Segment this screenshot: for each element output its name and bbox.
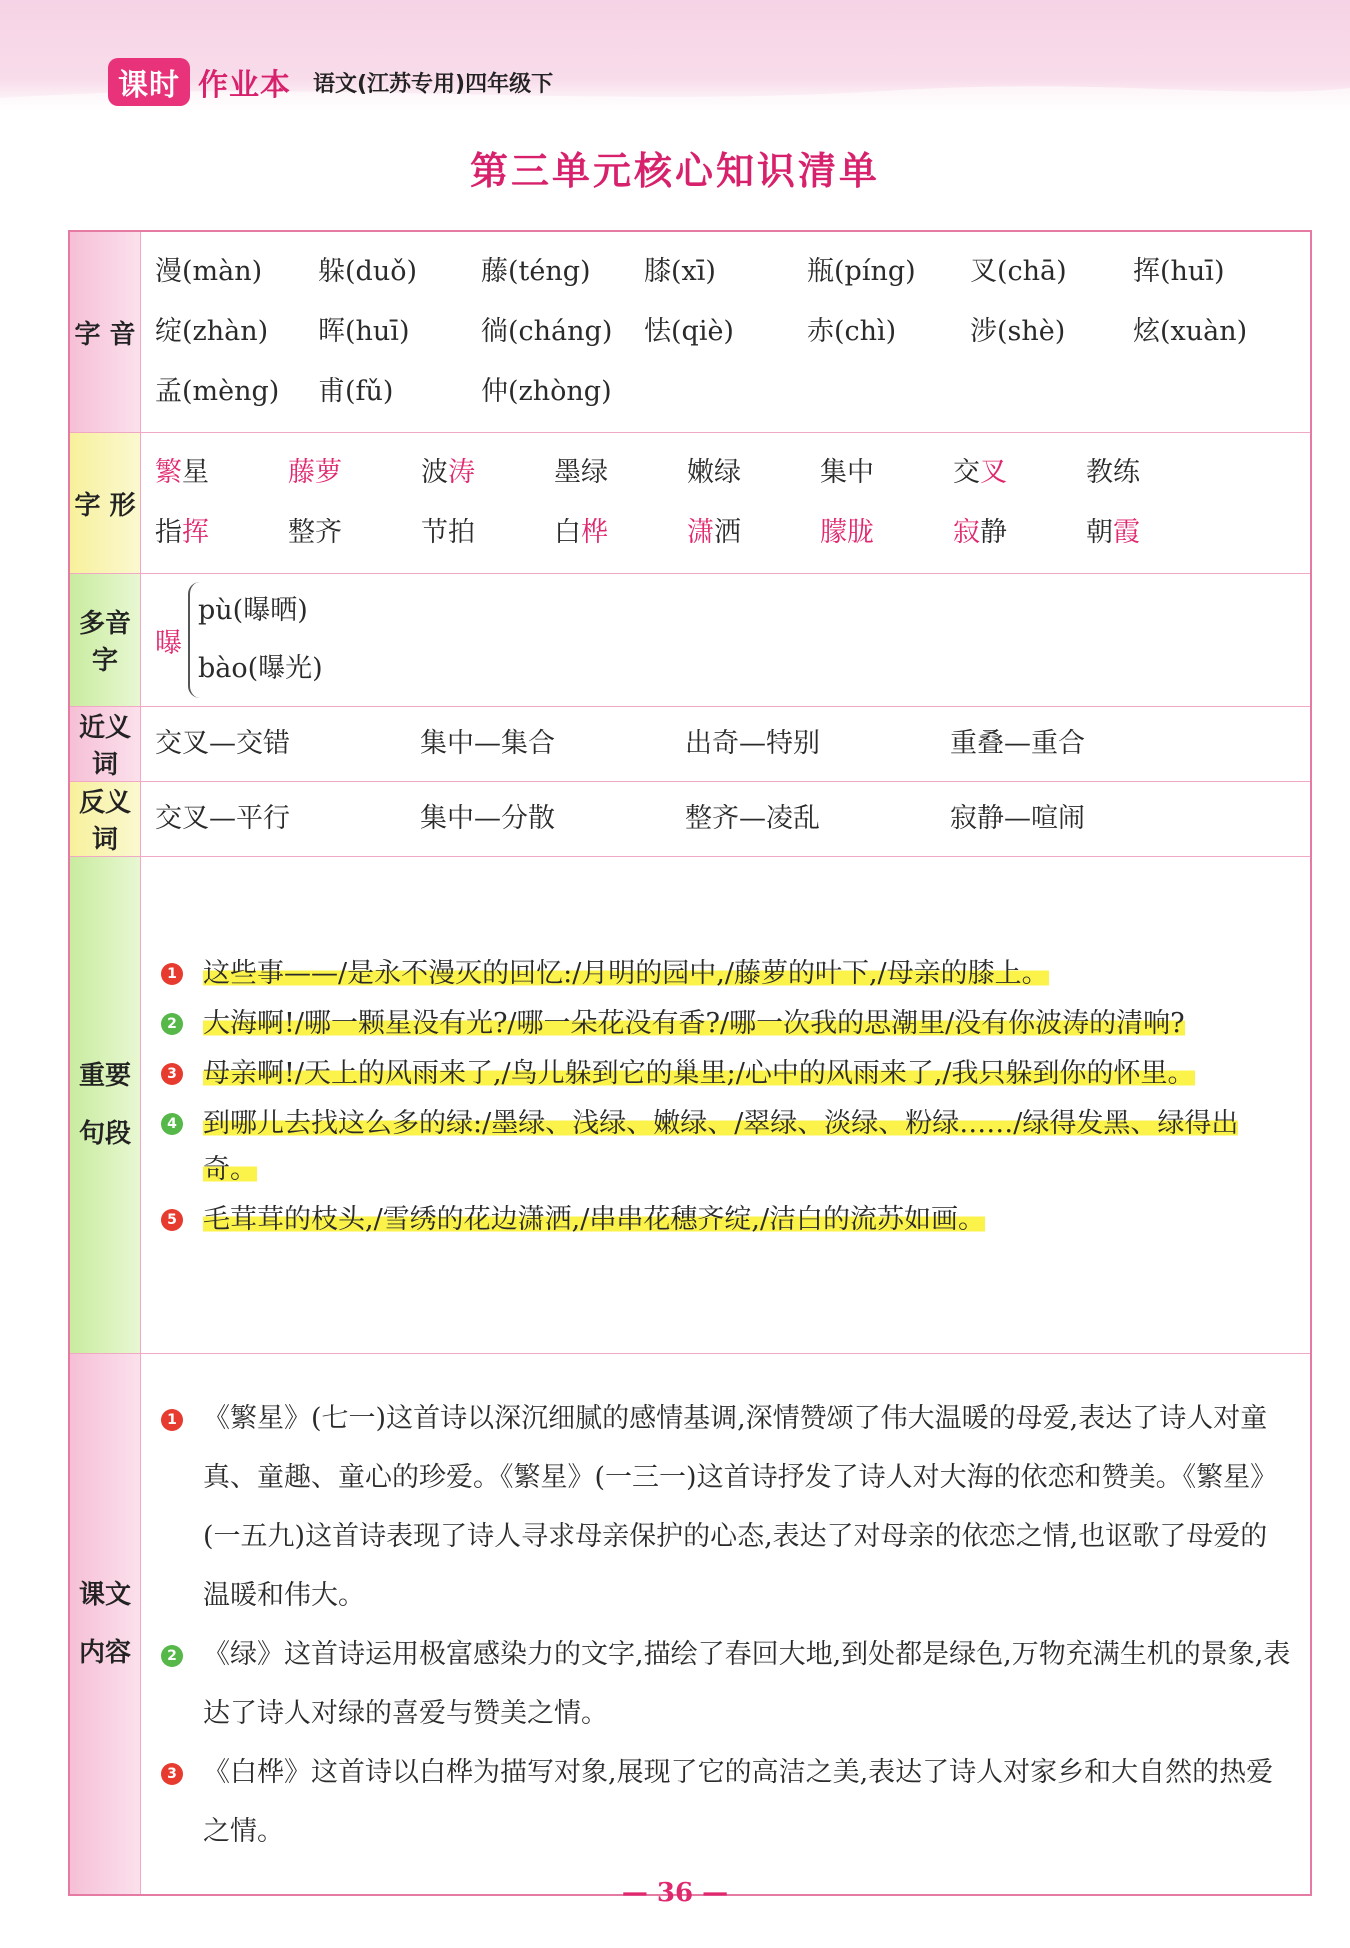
- sentence-item: [161, 1051, 1290, 1097]
- pinyin-item: 怯(qiè): [644, 316, 734, 347]
- word-shape-item: 墨绿: [554, 457, 608, 488]
- pinyin-item: 膝(xī): [644, 256, 716, 287]
- number-5-icon: 5: [161, 1209, 183, 1231]
- zi-yin-content: [141, 231, 1312, 433]
- row-zi-xing: [69, 433, 1311, 574]
- antonym-pair: 集中—分散: [420, 803, 555, 834]
- fanyi-content: [141, 782, 1312, 857]
- pinyin-item: 涉(shè): [970, 316, 1066, 347]
- antonym-list: [141, 787, 1310, 851]
- label-duoyin: 多音字: [69, 574, 141, 707]
- sentences-label: 重要句段: [78, 1061, 131, 1149]
- word-shape-item: 整齐: [288, 517, 342, 548]
- antonym-pair: 寂静—喧闹: [950, 803, 1085, 834]
- number-2-icon: 2: [161, 1645, 183, 1667]
- content-text: 《绿》这首诗运用极富感染力的文字,描绘了春回大地,到处都是绿色,万物充满生机的景象,表达了诗人对绿的喜爱与赞美之情。: [203, 1639, 1291, 1729]
- label-zi-xing: 字 形: [69, 433, 141, 574]
- content-list: [141, 1377, 1310, 1871]
- brand-name: 作业本: [198, 68, 291, 103]
- pinyin-item: 炫(xuàn): [1133, 316, 1248, 347]
- pinyin-row: [155, 302, 1296, 362]
- word-shape-item: 寂静: [953, 517, 1007, 548]
- synonym-pair: 集中—集合: [420, 728, 555, 759]
- word-shape-item: 嫩绿: [687, 457, 741, 488]
- polyphone-char: 曝: [155, 627, 182, 659]
- sentence-text: 这些事——/是永不漫灭的回忆:/月明的园中,/藤萝的叶下,/母亲的膝上。: [203, 958, 1049, 989]
- pinyin-row: [155, 362, 1296, 422]
- word-shape-grid: [141, 433, 1310, 573]
- pinyin-item: 挥(huī): [1133, 256, 1225, 287]
- number-2-icon: 2: [161, 1013, 183, 1035]
- synonym-pair: 重叠—重合: [950, 728, 1085, 759]
- word-shape-item: 潇洒: [687, 517, 741, 548]
- pinyin-item: 甫(fǔ): [318, 376, 394, 407]
- number-3-icon: 3: [161, 1063, 183, 1085]
- reading-item: pù(曝晒): [198, 595, 308, 626]
- pinyin-grid: [141, 232, 1310, 432]
- word-shape-item: 波涛: [421, 457, 475, 488]
- page-number: — 36 —: [621, 1878, 729, 1908]
- zi-xing-content: [141, 433, 1312, 574]
- word-shape-item: 朦胧: [820, 517, 874, 548]
- word-shape-item: 教练: [1086, 457, 1140, 488]
- synonym-list: [141, 712, 1310, 776]
- row-jinyi: [69, 707, 1311, 782]
- label-jinyi: 近义词: [69, 707, 141, 782]
- reading-item: bào(曝光): [198, 653, 323, 684]
- pinyin-item: 仲(zhòng): [481, 376, 612, 407]
- number-1-icon: 1: [161, 1409, 183, 1431]
- pinyin-item: 晖(huī): [318, 316, 410, 347]
- word-shape-item: 朝霞: [1086, 517, 1140, 548]
- pinyin-item: 赤(chì): [807, 316, 897, 347]
- word-shape-item: 繁星: [155, 457, 209, 488]
- polyphone: [141, 574, 1310, 706]
- content-text: 《繁星》(七一)这首诗以深沉细腻的感情基调,深情赞颂了伟大温暖的母爱,表达了诗人对童真、童趣、童心的珍爱。《繁星》(一三一)这首诗抒发了诗人对大海的依恋和赞美。《繁星》(一五九)这首诗表现了诗人寻求母亲保护的心态,表达了对母亲的依恋之情,也讴歌了母爱的温暖和伟大。: [203, 1403, 1278, 1611]
- pinyin-item: 叉(chā): [970, 256, 1067, 287]
- word-shape-item: 交叉: [953, 457, 1007, 488]
- label-fanyi: 反义词: [69, 782, 141, 857]
- content-text: 《白桦》这首诗以白桦为描写对象,展现了它的高洁之美,表达了诗人对家乡和大自然的热爱之情。: [203, 1757, 1274, 1847]
- pinyin-item: 漫(màn): [155, 256, 263, 287]
- page-title: 第三单元核心知识清单: [469, 149, 880, 193]
- polyphone-readings: [188, 582, 323, 698]
- sentence-item: [161, 1101, 1290, 1193]
- brand: [108, 60, 553, 104]
- pinyin-item: 徜(cháng): [481, 316, 613, 347]
- word-shape-item: 集中: [820, 457, 874, 488]
- pinyin-item: 藤(téng): [481, 256, 591, 287]
- sentence-text: 到哪儿去找这么多的绿:/墨绿、浅绿、嫩绿、/翠绿、淡绿、粉绿……/绿得发黑、绿得出奇。: [203, 1108, 1239, 1185]
- row-duoyin: [69, 574, 1311, 707]
- pinyin-item: 绽(zhàn): [155, 316, 269, 347]
- word-shape-item: 藤萝: [288, 457, 342, 488]
- sentence-text: 大海啊!/哪一颗星没有光?/哪一朵花没有香?/哪一次我的思潮里/没有你波涛的清响?: [203, 1008, 1185, 1039]
- synonym-pair: 出奇—特别: [685, 728, 820, 759]
- sentences-content: [141, 857, 1312, 1354]
- sentence-item: [161, 951, 1290, 997]
- content-label: 课文内容: [78, 1580, 131, 1668]
- content-item: [161, 1389, 1294, 1625]
- jinyi-content: [141, 707, 1312, 782]
- sentence-item: [161, 1197, 1290, 1243]
- label-zi-yin: 字 音: [69, 231, 141, 433]
- number-3-icon: 3: [161, 1763, 183, 1785]
- pinyin-item: 瓶(píng): [807, 256, 916, 287]
- sentence-item: [161, 1001, 1290, 1047]
- word-shape-item: 白桦: [554, 517, 608, 548]
- sentence-text: 母亲啊!/天上的风雨来了,/鸟儿躲到它的巢里;/心中的风雨来了,/我只躲到你的怀里。: [203, 1058, 1195, 1089]
- row-sentences: [69, 857, 1311, 1354]
- word-shape-item: 指挥: [155, 517, 209, 548]
- content-body: [141, 1354, 1312, 1896]
- content-item: [161, 1625, 1294, 1743]
- row-fanyi: [69, 782, 1311, 857]
- subject-label: 语文(江苏专用)四年级下: [313, 71, 554, 97]
- sentence-text: 毛茸茸的枝头,/雪绣的花边潇洒,/串串花穗齐绽,/洁白的流苏如画。: [203, 1204, 986, 1235]
- word-shape-row: [155, 443, 1296, 503]
- antonym-pair: 交叉—平行: [155, 803, 290, 834]
- logo: 课时: [108, 58, 190, 106]
- number-4-icon: 4: [161, 1113, 183, 1135]
- pinyin-item: 躲(duǒ): [318, 256, 417, 287]
- knowledge-table: [68, 230, 1312, 1896]
- row-content: [69, 1354, 1311, 1896]
- duoyin-content: [141, 574, 1312, 707]
- pinyin-item: 孟(mèng): [155, 376, 280, 407]
- label-sentences: [69, 857, 141, 1354]
- word-shape-item: 节拍: [421, 517, 475, 548]
- pinyin-row: [155, 242, 1296, 302]
- word-shape-row: [155, 503, 1296, 563]
- synonym-pair: 交叉—交错: [155, 728, 290, 759]
- number-1-icon: 1: [161, 963, 183, 985]
- antonym-pair: 整齐—凌乱: [685, 803, 820, 834]
- sentence-list: [141, 935, 1310, 1275]
- row-zi-yin: [69, 231, 1311, 433]
- content-item: [161, 1743, 1294, 1861]
- label-content: [69, 1354, 141, 1896]
